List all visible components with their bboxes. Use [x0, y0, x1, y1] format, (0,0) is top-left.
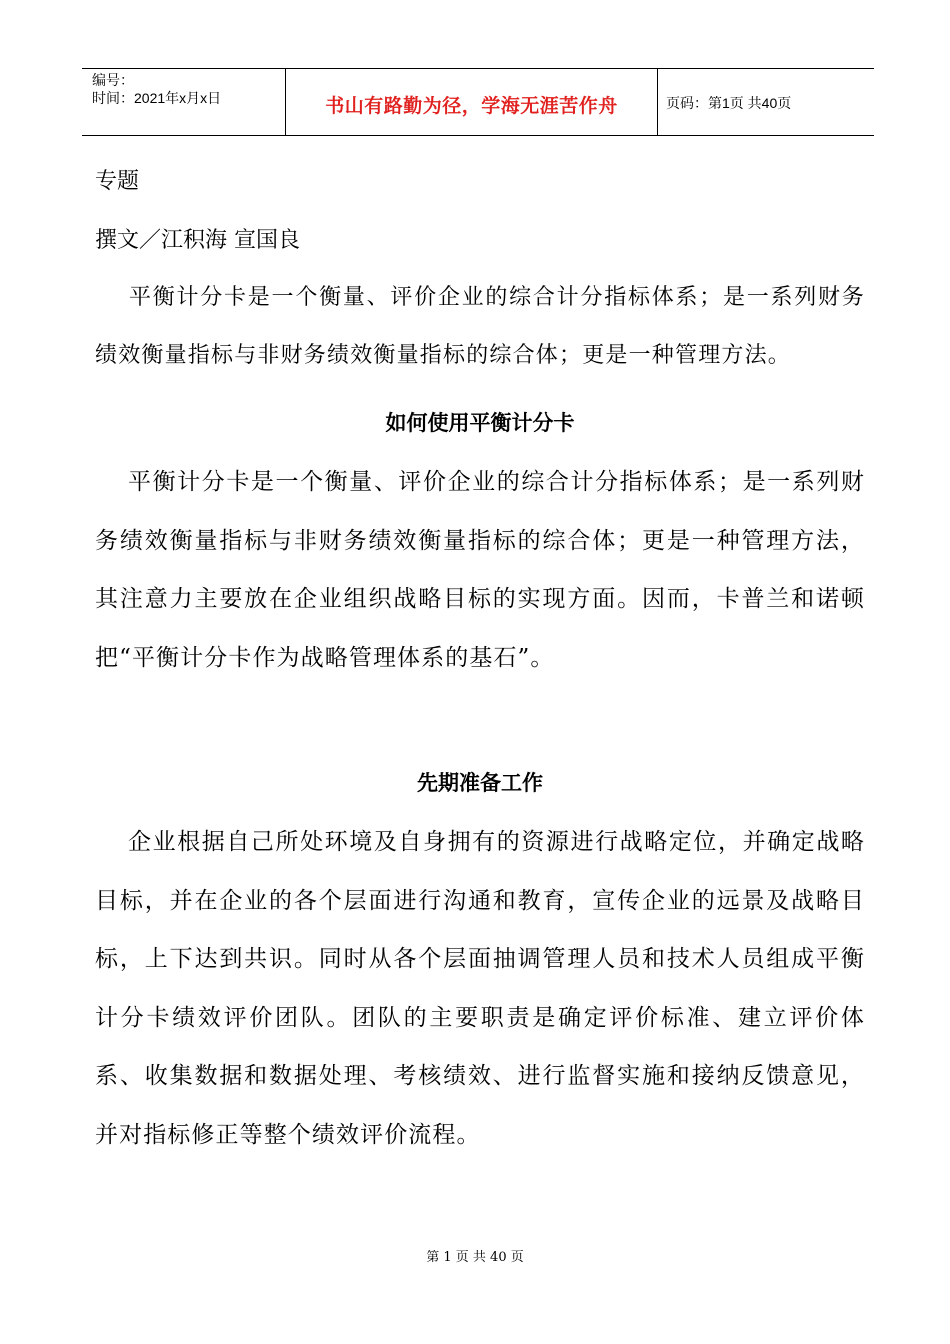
section-heading-preparation: 先期准备工作 [417, 771, 543, 795]
page-footer: 第 1 页 共 40 页 [426, 1250, 524, 1265]
article-intro: 平衡计分卡是一个衡量、评价企业的综合计分指标体系；是一系列财务绩效衡量指标与非财务绩效衡量指标的综合体；更是一种管理方法。 [95, 285, 865, 368]
header-page-cell [658, 69, 874, 135]
section-body-preparation: 企业根据自己所处环境及自身拥有的资源进行战略定位，并确定战略目标，并在企业的各个层面进行沟通和教育，宣传企业的远景及战略目标，上下达到共识。同时从各个层面抽调管理人员和技术人员组成平衡计分卡绩效评价团队。团队的主要职责是确定评价标准、建立评价体系、收集数据和数据处理、考核绩效、进行监督实施和接纳反馈意见，并对指标修正等整个绩效评价流程。 [95, 829, 865, 1148]
article-category: 专题 [95, 169, 140, 194]
header-meta-cell [82, 69, 286, 135]
page-info: 页码：第1页 共40页 [666, 95, 792, 111]
section-body-how-to-use: 平衡计分卡是一个衡量、评价企业的综合计分指标体系；是一系列财务绩效衡量指标与非财务绩效衡量指标的综合体；更是一种管理方法，其注意力主要放在企业组织战略目标的实现方面。因而，卡普兰和诺顿把“平衡计分卡作为战略管理体系的基石”。 [95, 469, 865, 671]
header-motto-cell [286, 69, 658, 135]
time-label: 时间：2021年x月x日 [92, 90, 222, 106]
article-author: 撰文／江积海 宣国良 [95, 228, 300, 253]
article-body [95, 160, 865, 1164]
page-header [82, 68, 874, 136]
number-label: 编号： [92, 72, 134, 88]
motto-text: 书山有路勤为径，学海无涯苦作舟 [325, 94, 618, 117]
section-heading-how-to-use: 如何使用平衡计分卡 [385, 411, 575, 435]
